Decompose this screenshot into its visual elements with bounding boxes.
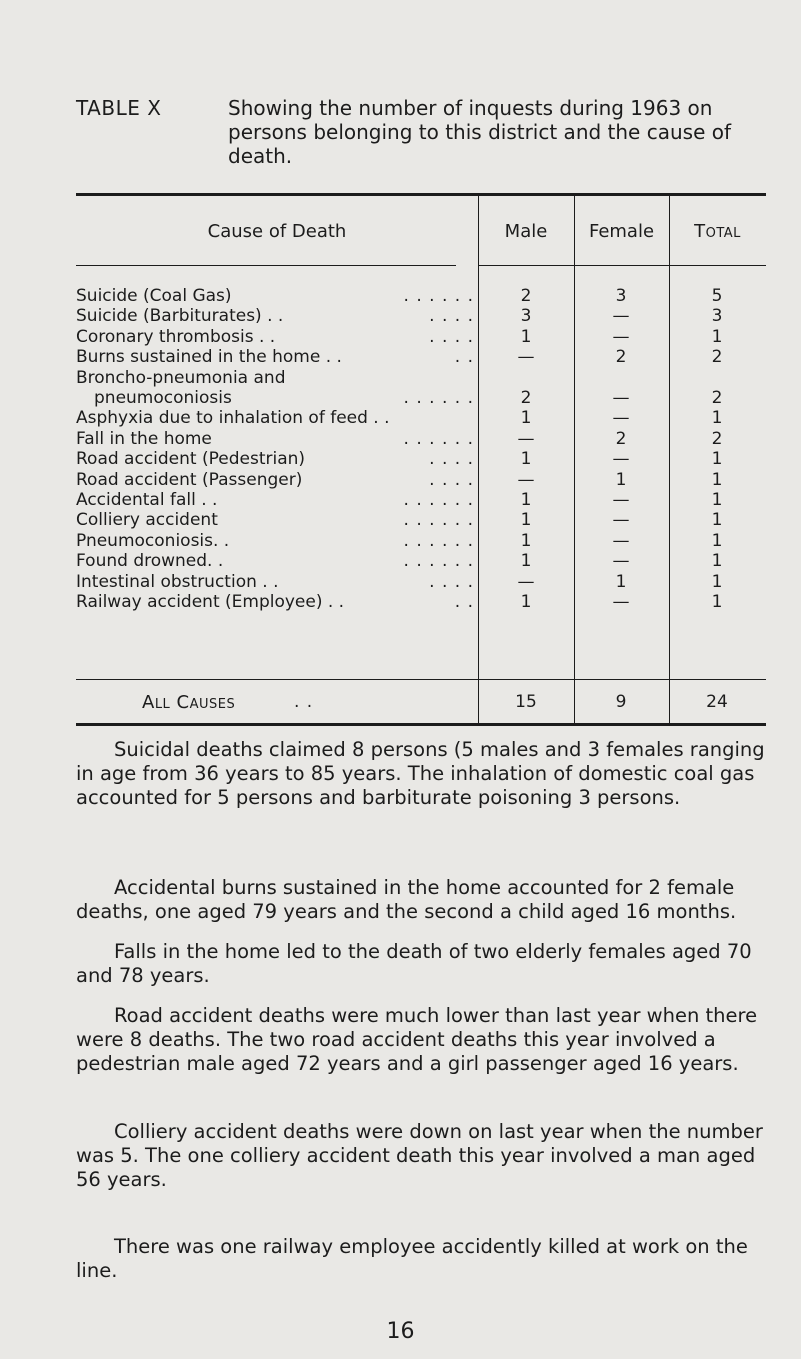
male-cell: 1 <box>520 326 532 347</box>
paragraph-text: Suicidal deaths claimed 8 persons (5 males and 3 females ranging in age from 36 years to 85 years. The inhalation of domestic coal gas accounted for 5 persons and barbiturate poisoning 3 persons. <box>76 738 765 809</box>
cause-cell: Found drowned. . <box>76 551 224 572</box>
leader-dots: . . . . . . <box>403 530 474 551</box>
female-cell: — <box>612 530 630 551</box>
totals-row <box>76 684 766 720</box>
cause-cell: Broncho-pneumonia and <box>76 367 286 388</box>
page-number: 16 <box>386 1319 415 1344</box>
total-cell: 1 <box>711 592 723 612</box>
male-cell: 2 <box>520 388 532 408</box>
cause-cell: Road accident (Pedestrian) <box>76 449 306 470</box>
female-cell: — <box>612 490 630 510</box>
female-cell: — <box>612 510 630 531</box>
leader-dots: . . . . . . <box>403 286 474 306</box>
male-cell: 1 <box>520 490 532 510</box>
total-cell: 1 <box>711 469 723 490</box>
leader-dots: . . . . . . <box>403 490 474 510</box>
paragraph <box>76 940 766 988</box>
total-cell: 1 <box>711 449 723 470</box>
paragraph-text: There was one railway employee accidently killed at work on the line. <box>76 1235 748 1282</box>
male-cell: 3 <box>520 306 532 327</box>
paragraph <box>76 1120 766 1192</box>
male-cell: — <box>517 469 535 490</box>
cause-cell: Railway accident (Employee) . . <box>76 592 345 612</box>
female-cell: 2 <box>615 428 627 449</box>
total-cell: 2 <box>711 388 723 408</box>
table-description: Showing the number of inquests during 1963 on persons belonging to this district and the cause of death. <box>228 96 732 168</box>
male-cell: 2 <box>520 286 532 306</box>
total-cell: 5 <box>711 286 723 306</box>
cause-cell: Suicide (Barbiturates) . . <box>76 306 284 327</box>
leader-dots: . . . . . . <box>403 551 474 572</box>
male-cell: — <box>517 347 535 368</box>
header-female: Female <box>588 221 655 242</box>
male-cell: — <box>517 571 535 592</box>
female-cell: 3 <box>615 286 627 306</box>
total-cell: 1 <box>711 510 723 531</box>
paragraph <box>76 1235 766 1283</box>
paragraph <box>76 738 766 810</box>
cause-cell: Coronary thrombosis . . <box>76 326 276 347</box>
female-cell: — <box>612 592 630 612</box>
header-cause: Cause of Death <box>207 221 347 242</box>
cause-cell: Accidental fall . . <box>76 490 218 510</box>
leader-dots: . . . . . . <box>403 388 474 408</box>
total-cell: 1 <box>711 490 723 510</box>
cause-cell: Pneumoconiosis. . <box>76 530 230 551</box>
leader-dots: . . . . . . <box>403 510 474 531</box>
inquests-table <box>76 193 766 726</box>
male-cell: 1 <box>520 510 532 531</box>
totals-rule <box>76 679 766 680</box>
male-cell: 1 <box>520 449 532 470</box>
female-cell: — <box>612 551 630 572</box>
female-cell: — <box>612 408 630 429</box>
female-cell: 1 <box>615 571 627 592</box>
male-cell: 1 <box>520 592 532 612</box>
total-cell: 1 <box>711 571 723 592</box>
leader-dots: . . . . <box>429 571 474 592</box>
column-divider <box>669 196 670 723</box>
cause-cell: Asphyxia due to inhalation of feed . . <box>76 408 390 429</box>
paragraph <box>76 876 766 924</box>
total-cell: 2 <box>711 347 723 368</box>
header-total: Total <box>694 221 741 242</box>
totals-male: 15 <box>515 692 537 712</box>
paragraph-text: Road accident deaths were much lower than last year when there were 8 deaths. The two road accident deaths this year involved a pedestrian male aged 72 years and a girl passenger aged 16 years. <box>76 1004 758 1075</box>
leader-dots: . . . . <box>429 449 474 470</box>
total-cell: 1 <box>711 530 723 551</box>
cause-cell: Suicide (Coal Gas) <box>76 286 232 306</box>
totals-total: 24 <box>706 692 728 712</box>
header-male: Male <box>504 221 548 242</box>
male-cell: — <box>517 428 535 449</box>
column-divider <box>574 196 575 723</box>
paragraph <box>76 1004 766 1076</box>
total-cell: 1 <box>711 326 723 347</box>
female-cell: 1 <box>615 469 627 490</box>
cause-cell: Fall in the home <box>76 428 212 449</box>
column-divider <box>478 196 479 723</box>
female-cell: 2 <box>615 347 627 368</box>
cause-cell: Colliery accident <box>76 510 218 531</box>
leader-dots: . . . . . . <box>403 428 474 449</box>
paragraph-text: Falls in the home led to the death of two elderly females aged 70 and 78 years. <box>76 940 752 987</box>
totals-female: 9 <box>615 692 627 712</box>
leader-dots: . . <box>454 592 474 612</box>
paragraph-text: Accidental burns sustained in the home accounted for 2 female deaths, one aged 79 years and the second a child aged 16 months. <box>76 876 737 923</box>
cause-cell: Intestinal obstruction . . <box>76 571 279 592</box>
total-cell: 1 <box>711 408 723 429</box>
totals-label: All Causes <box>142 692 236 713</box>
female-cell: — <box>612 449 630 470</box>
table-label: TABLE X <box>76 96 162 120</box>
leader-dots: . . . . <box>429 326 474 347</box>
cause-cell: pneumoconiosis <box>94 388 232 408</box>
total-cell: 1 <box>711 551 723 572</box>
cause-cell: Road accident (Passenger) <box>76 469 303 490</box>
female-cell: — <box>612 306 630 327</box>
male-cell: 1 <box>520 530 532 551</box>
female-cell: — <box>612 388 630 408</box>
total-cell: 3 <box>711 306 723 327</box>
totals-dots: . . <box>294 692 314 712</box>
leader-dots: . . . . <box>429 469 474 490</box>
male-cell: 1 <box>520 408 532 429</box>
total-cell: 2 <box>711 428 723 449</box>
cause-cell: Burns sustained in the home . . <box>76 347 342 368</box>
male-cell: 1 <box>520 551 532 572</box>
leader-dots: . . <box>454 347 474 368</box>
paragraph-text: Colliery accident deaths were down on last year when the number was 5. The one colliery accident death this year involved a man aged 56 years. <box>76 1120 763 1191</box>
female-cell: — <box>612 326 630 347</box>
leader-dots: . . . . <box>429 306 474 327</box>
